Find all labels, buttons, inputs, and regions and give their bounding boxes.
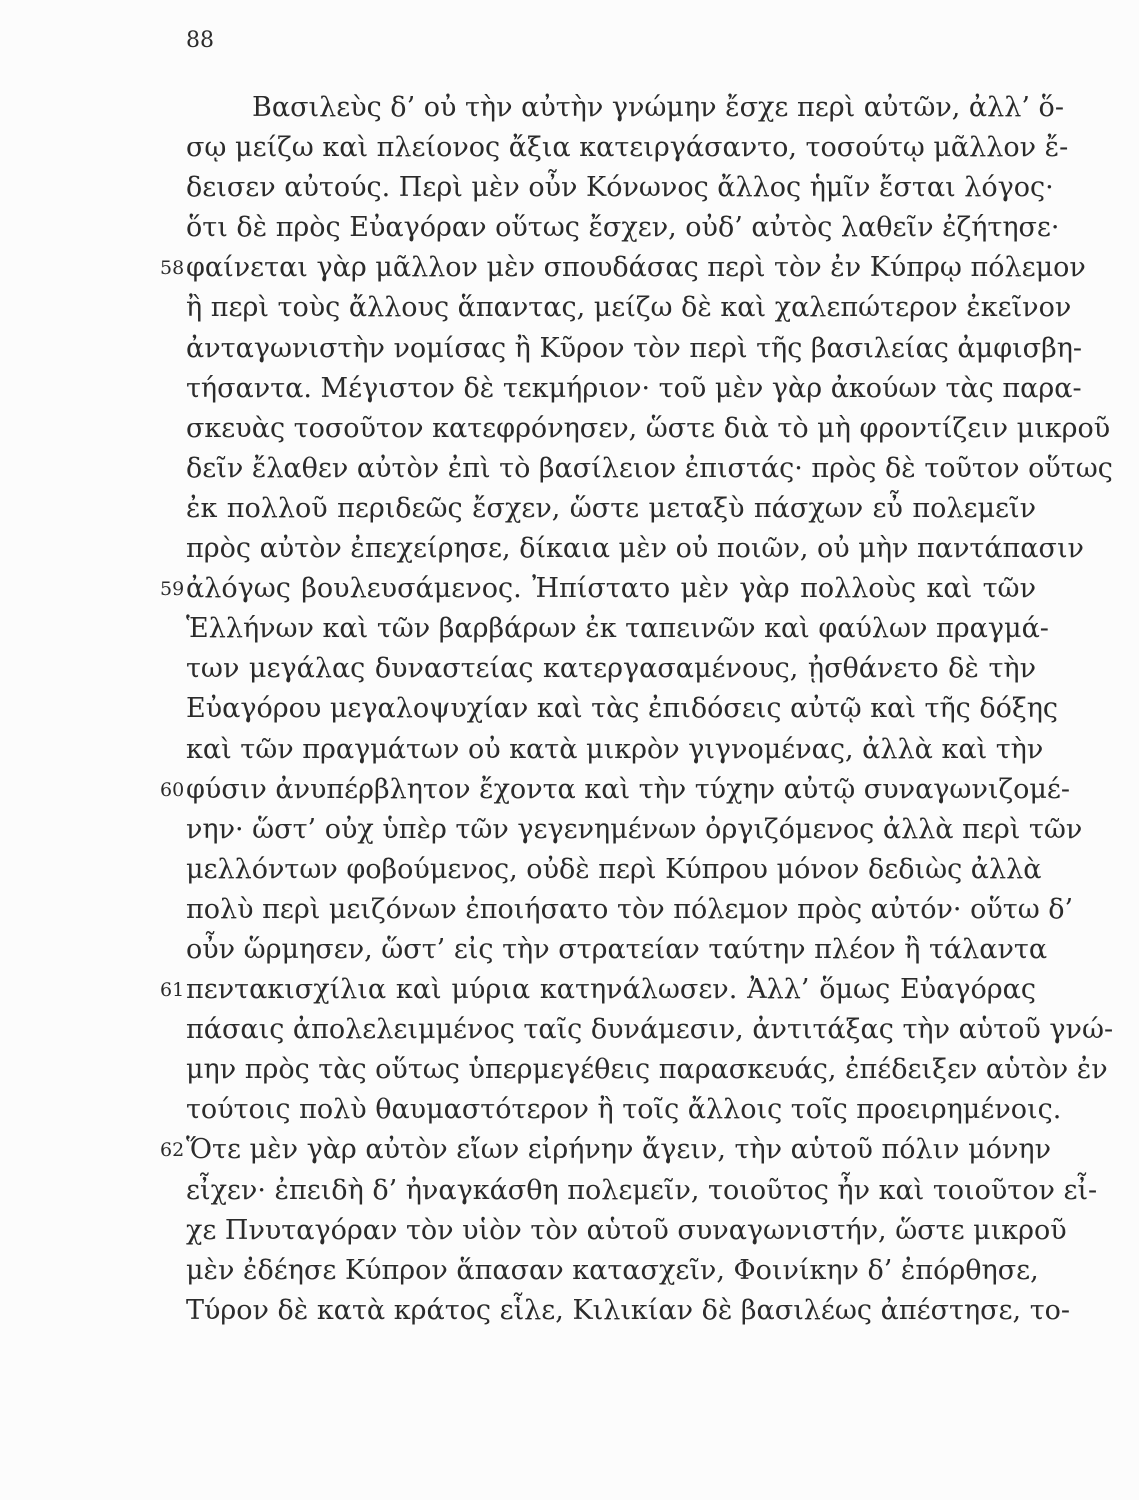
- line-text: Εὐαγόρου μεγαλοψυχίαν καὶ τὰς ἐπιδόσεις αὐτῷ καὶ τῆς δόξης: [186, 693, 1059, 725]
- line-text: σῳ μείζω καὶ πλείονος ἄξια κατειργάσαντο, τοσούτῳ μᾶλλον ἔ-: [186, 132, 1069, 164]
- line-text: φύσιν ἀνυπέρβλητον ἔχοντα καὶ τὴν τύχην αὐτῷ συναγωνιζομέ-: [186, 773, 1070, 805]
- section-number: 61: [160, 979, 185, 1002]
- text-line: [186, 288, 1072, 328]
- text-line: [186, 1090, 1062, 1130]
- line-text: πολὺ περὶ μειζόνων ἐποιήσατο τὸν πόλεμον πρὸς αὐτόν· οὕτω δ’: [186, 893, 1074, 925]
- text-line: [186, 168, 1054, 208]
- line-text: πάσαις ἀπολελειμμένος ταῖς δυνάμεσιν, ἀντιτάξας τὴν αὑτοῦ γνώ-: [186, 1014, 1114, 1046]
- text-line: [186, 88, 1064, 128]
- text-line: [186, 730, 1044, 770]
- text-line: [186, 609, 1049, 649]
- line-text: χε Πνυταγόραν τὸν υἱὸν τὸν αὑτοῦ συναγωνιστήν, ὥστε μικροῦ: [186, 1214, 1067, 1246]
- line-text: πεντακισχίλια καὶ μύρια κατηνάλωσεν. Ἀλλ’ ὅμως Εὐαγόρας: [186, 974, 1036, 1006]
- line-text: φαίνεται γὰρ μᾶλλον μὲν σπουδάσας περὶ τὸν ἐν Κύπρῳ πόλεμον: [186, 252, 1086, 284]
- line-text: οὖν ὥρμησεν, ὥστ’ εἰς τὴν στρατείαν ταύτην πλέον ἢ τάλαντα: [186, 933, 1048, 965]
- text-line: [186, 649, 1036, 689]
- text-line: [186, 329, 1083, 369]
- section-number: 59: [160, 578, 185, 601]
- text-line: [186, 890, 1074, 930]
- line-text: ὅτι δὲ πρὸς Εὐαγόραν οὕτως ἔσχεν, οὐδ’ αὐτὸς λαθεῖν ἐζήτησε·: [186, 212, 1060, 244]
- text-line: [160, 970, 1036, 1010]
- line-text: μὲν ἐδέησε Κύπρον ἅπασαν κατασχεῖν, Φοινίκην δ’ ἐπόρθησε,: [186, 1254, 1039, 1286]
- text-line: [186, 128, 1069, 168]
- line-text: ἐκ πολλοῦ περιδεῶς ἔσχεν, ὥστε μεταξὺ πάσχων εὖ πολεμεῖν: [186, 492, 1036, 524]
- text-line: [186, 1171, 1098, 1211]
- line-text: νην· ὥστ’ οὐχ ὑπὲρ τῶν γεγενημένων ὀργιζόμενος ἀλλὰ περὶ τῶν: [186, 813, 1083, 845]
- text-line: [186, 208, 1060, 248]
- line-text: καὶ τῶν πραγμάτων οὐ κατὰ μικρὸν γιγνομένας, ἀλλὰ καὶ τὴν: [186, 733, 1044, 765]
- main-text-block: [160, 88, 1114, 1331]
- text-line: [186, 1251, 1039, 1291]
- line-text: εἶχεν· ἐπειδὴ δ’ ἠναγκάσθη πολεμεῖν, τοιοῦτος ἦν καὶ τοιοῦτον εἶ-: [186, 1174, 1098, 1206]
- text-line: [160, 248, 1086, 288]
- text-line: [186, 1211, 1067, 1251]
- line-text: μην πρὸς τὰς οὕτως ὑπερμεγέθεις παρασκευάς, ἐπέδειξεν αὑτὸν ἐν: [186, 1054, 1108, 1086]
- line-text: μελλόντων φοβούμενος, οὐδὲ περὶ Κύπρου μόνον δεδιὼς ἀλλὰ: [186, 853, 1042, 885]
- text-line: [186, 1291, 1071, 1331]
- text-line: [186, 1050, 1108, 1090]
- text-line: [186, 489, 1036, 529]
- line-text: των μεγάλας δυναστείας κατεργασαμένους, ᾐσθάνετο δὲ τὴν: [186, 653, 1036, 685]
- line-text: δεῖν ἔλαθεν αὐτὸν ἐπὶ τὸ βασίλειον ἐπιστάς· πρὸς δὲ τοῦτον οὕτως: [186, 452, 1113, 484]
- page-number: 88: [186, 28, 214, 53]
- text-line: [186, 369, 1082, 409]
- text-line: [186, 409, 1111, 449]
- line-text: δεισεν αὐτούς. Περὶ μὲν οὖν Κόνωνος ἄλλος ἡμῖν ἔσται λόγος·: [186, 172, 1054, 204]
- text-line: [186, 1010, 1114, 1050]
- section-number: 58: [160, 257, 185, 280]
- line-text: ἀλόγως βουλευσάμενος. Ἠπίστατο μὲν γὰρ πολλοὺς καὶ τῶν: [186, 573, 1036, 605]
- text-line: [160, 1130, 1051, 1170]
- text-line: [186, 810, 1083, 850]
- line-text: σκευὰς τοσοῦτον κατεφρόνησεν, ὥστε διὰ τὸ μὴ φροντίζειν μικροῦ: [186, 412, 1111, 444]
- line-text: τούτοις πολὺ θαυμαστότερον ἢ τοῖς ἄλλοις τοῖς προειρημένοις.: [186, 1094, 1062, 1126]
- text-line: [186, 930, 1048, 970]
- line-text: Ἑλλήνων καὶ τῶν βαρβάρων ἐκ ταπεινῶν καὶ φαύλων πραγμά-: [186, 613, 1049, 645]
- line-text: ἢ περὶ τοὺς ἄλλους ἅπαντας, μείζω δὲ καὶ χαλεπώτερον ἐκεῖνον: [186, 292, 1072, 324]
- line-text: πρὸς αὐτὸν ἐπεχείρησε, δίκαια μὲν οὐ ποιῶν, οὐ μὴν παντάπασιν: [186, 533, 1084, 565]
- section-number: 62: [160, 1139, 185, 1162]
- text-line: [160, 770, 1070, 810]
- text-line: [160, 569, 1036, 609]
- line-text: Τύρον δὲ κατὰ κράτος εἷλε, Κιλικίαν δὲ βασιλέως ἀπέστησε, το-: [186, 1294, 1071, 1326]
- text-line: [186, 850, 1042, 890]
- text-line: [186, 689, 1059, 729]
- text-line: [186, 529, 1084, 569]
- text-line: [186, 449, 1113, 489]
- line-text: Βασιλεὺς δ’ οὐ τὴν αὐτὴν γνώμην ἔσχε περὶ αὐτῶν, ἀλλ’ ὅ-: [252, 92, 1064, 123]
- section-number: 60: [160, 778, 185, 801]
- line-text: Ὅτε μὲν γὰρ αὐτὸν εἴων εἰρήνην ἄγειν, τὴν αὑτοῦ πόλιν μόνην: [186, 1134, 1051, 1166]
- line-text: τήσαντα. Μέγιστον δὲ τεκμήριον· τοῦ μὲν γὰρ ἀκούων τὰς παρα-: [186, 372, 1082, 404]
- line-text: ἀνταγωνιστὴν νομίσας ἢ Κῦρον τὸν περὶ τῆς βασιλείας ἀμφισβη-: [186, 332, 1083, 364]
